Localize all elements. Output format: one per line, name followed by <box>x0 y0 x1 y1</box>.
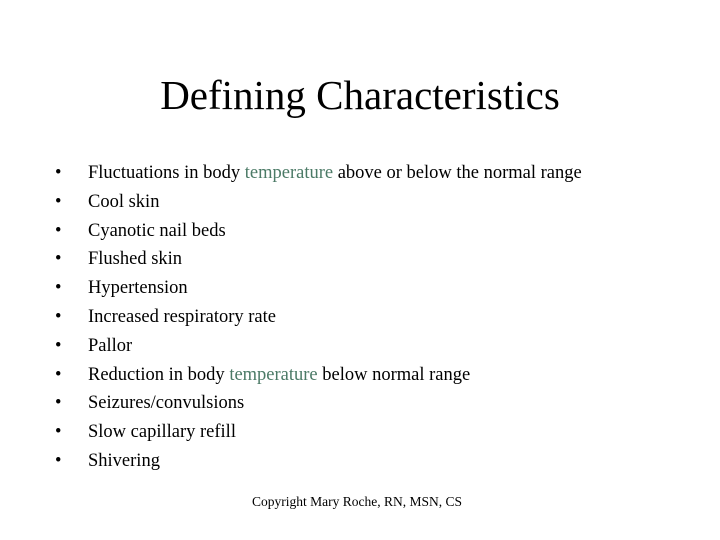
item-text: Reduction in body <box>88 364 230 385</box>
list-item <box>55 418 695 447</box>
copyright-footer: Copyright Mary Roche, RN, MSN, CS <box>251 494 462 509</box>
bullet-dot: • <box>55 393 62 414</box>
item-text: Increased respiratory rate <box>88 306 276 327</box>
list-item <box>55 274 695 303</box>
item-text: Pallor <box>88 335 133 356</box>
item-text: Shivering <box>88 450 160 471</box>
bullet-dot: • <box>55 191 62 212</box>
bullet-dot: • <box>55 422 62 443</box>
item-text: Slow capillary refill <box>88 422 236 443</box>
keyword-link[interactable]: temperature <box>229 364 318 385</box>
bullet-dot: • <box>55 306 62 327</box>
keyword-link[interactable]: temperature <box>244 163 334 183</box>
item-text: Flushed skin <box>88 249 183 270</box>
list-item <box>55 303 695 332</box>
bullet-dot: • <box>55 163 62 183</box>
item-text: Fluctuations in body <box>88 163 245 183</box>
bullet-dot: • <box>55 220 62 241</box>
item-text: Cyanotic nail beds <box>88 220 226 241</box>
list-item <box>55 217 695 246</box>
list-item <box>55 159 695 188</box>
bullet-dot: • <box>55 278 62 299</box>
bullet-dot: • <box>55 364 62 385</box>
bullet-dot: • <box>55 335 62 356</box>
list-item <box>55 447 695 476</box>
item-text: Seizures/convulsions <box>88 393 245 414</box>
bullet-dot: • <box>55 450 62 471</box>
item-text: below normal range <box>317 364 471 385</box>
list-item <box>55 245 695 274</box>
item-text: Cool skin <box>88 191 160 212</box>
list-item <box>55 188 695 217</box>
list-item <box>55 361 695 390</box>
item-text: above or below the normal range <box>333 163 582 183</box>
item-text: Hypertension <box>88 278 188 299</box>
list-item <box>55 389 695 418</box>
list-item <box>55 332 695 361</box>
bullet-dot: • <box>55 249 62 270</box>
characteristics-list <box>55 159 695 476</box>
page-title: Defining Characteristics <box>160 72 560 118</box>
